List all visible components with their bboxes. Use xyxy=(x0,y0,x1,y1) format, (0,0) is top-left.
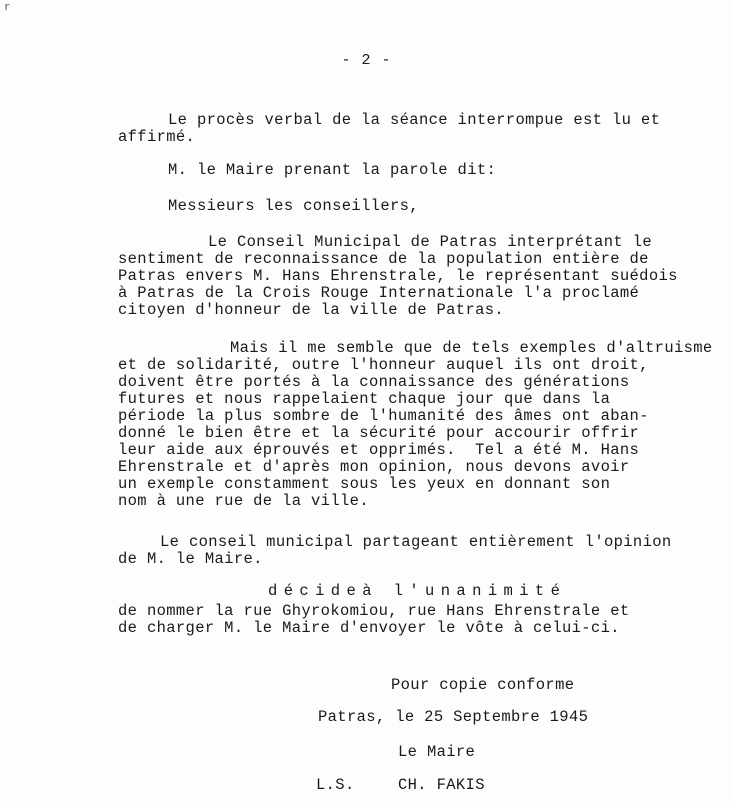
text-line: leur aide aux éprouvés et opprimés. Tel a été M. Hans xyxy=(118,441,640,459)
text-line: affirmé. xyxy=(118,128,196,146)
text-line: un exemple constamment sous les yeux en donnant son xyxy=(118,475,611,493)
text-line: donné le bien être et la sécurité pour accourir offrir xyxy=(118,424,640,442)
paragraph-council-agrees xyxy=(118,534,718,568)
text-line: sentiment de reconnaissance de la population entière de xyxy=(118,250,649,268)
page-number: - 2 - xyxy=(341,52,392,69)
signatory-title: Le Maire xyxy=(398,743,476,761)
paragraph-altruism xyxy=(118,340,718,510)
text-line: Le procès verbal de la séance interrompue est lu et xyxy=(168,111,661,129)
place-and-date: Patras, le 25 Septembre 1945 xyxy=(318,708,589,726)
text-line: Le conseil municipal partageant entièrement l'opinion xyxy=(160,533,672,551)
text-line: doivent être portés à la connaissance des générations xyxy=(118,373,630,391)
copy-certification: Pour copie conforme xyxy=(391,676,575,694)
corner-mark: r xyxy=(4,2,11,14)
text-line: Le Conseil Municipal de Patras interprétant le xyxy=(208,233,652,251)
paragraph-salutation: Messieurs les conseillers, xyxy=(168,197,419,215)
signatory-name: CH. FAKIS xyxy=(398,776,485,794)
text-line: Patras envers M. Hans Ehrenstrale, le représentant suédois xyxy=(118,267,678,285)
paragraph-decision xyxy=(118,603,718,637)
paragraph-council-proclamation xyxy=(118,234,718,319)
paragraph-minutes xyxy=(118,112,718,146)
text-line: période la plus sombre de l'humanité des âmes ont aban- xyxy=(118,407,649,425)
seal-mark: L.S. xyxy=(316,776,355,794)
text-line: de M. le Maire. xyxy=(118,550,263,568)
text-line: nom à une rue de la ville. xyxy=(118,492,369,510)
text-line: Mais il me semble que de tels exemples d'altruisme xyxy=(230,339,713,357)
text-line: Ehrenstrale et d'après mon opinion, nous devons avoir xyxy=(118,458,630,476)
text-line: futures et nous rappelaient chaque jour que dans la xyxy=(118,390,611,408)
paragraph-mayor-speaks: M. le Maire prenant la parole dit: xyxy=(168,161,497,179)
text-line: et de solidarité, outre l'honneur auquel ils ont droit, xyxy=(118,356,649,374)
text-line: citoyen d'honneur de la ville de Patras. xyxy=(118,301,505,319)
decision-heading: décideà l'unanimité xyxy=(268,582,567,600)
text-line: de nommer la rue Ghyrokomiou, rue Hans Ehrenstrale et xyxy=(118,602,630,620)
text-line: de charger M. le Maire d'envoyer le vôte à celui-ci. xyxy=(118,619,620,637)
text-line: à Patras de la Crois Rouge Internationale l'a proclamé xyxy=(118,284,640,302)
